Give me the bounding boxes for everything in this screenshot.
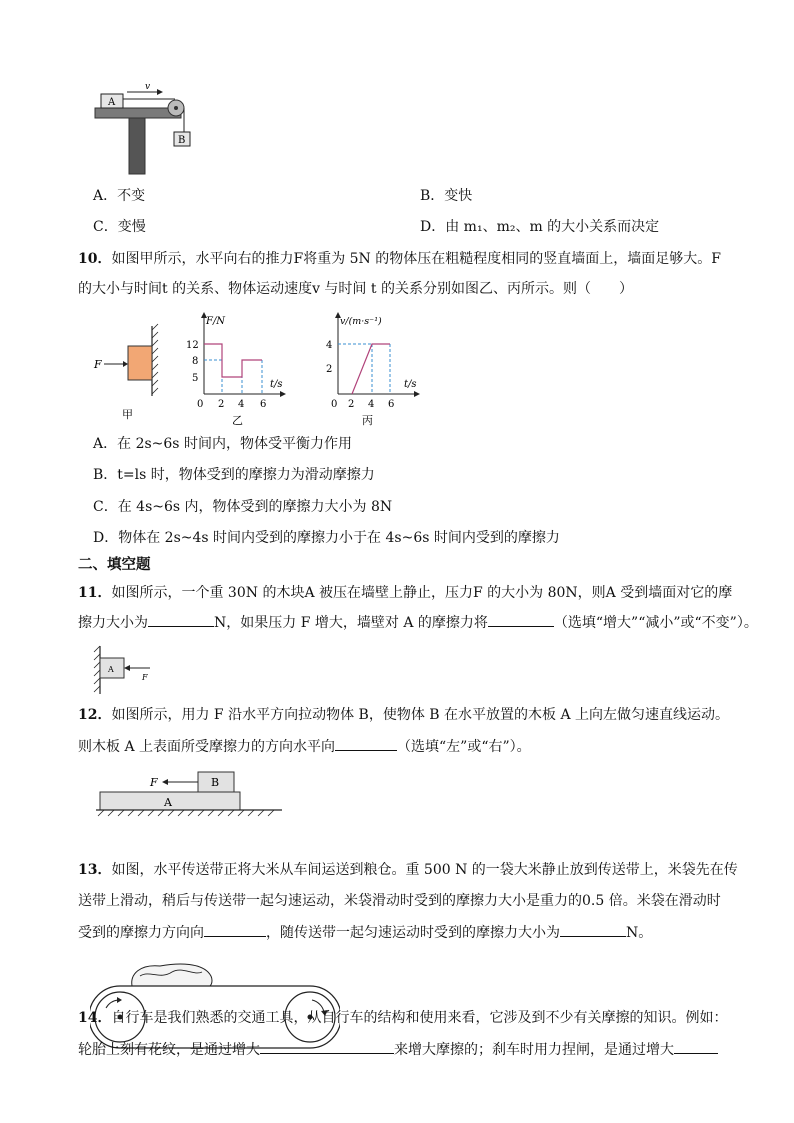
x-axis-label: t/s xyxy=(270,379,283,390)
option-letter: A． xyxy=(93,188,118,204)
answer-blank[interactable] xyxy=(488,612,554,627)
option-letter: C． xyxy=(93,219,118,235)
board-a-label: A xyxy=(164,796,172,809)
question-number: 10． xyxy=(78,251,112,267)
question-text: 则木板 A 上表面所受摩擦力的方向水平向 xyxy=(78,739,336,755)
question-text: 轮胎上刻有花纹，是通过增大 xyxy=(78,1042,260,1058)
option-text: 变快 xyxy=(444,188,473,204)
x-axis-arrow-icon xyxy=(414,391,420,397)
answer-blank[interactable] xyxy=(204,922,266,937)
question-text: 如图所示，一个重 30N 的木块A 被压在墙壁上静止，压力F 的大小为 80N，则A 受到墙面对它的摩 xyxy=(111,585,733,601)
question-text: ，随传送带一起匀速运动时受到的摩擦力大小为 xyxy=(266,925,560,941)
pulley-axle-icon xyxy=(174,106,178,110)
q10-figure-yi xyxy=(182,310,292,428)
question-number: 12． xyxy=(78,707,112,723)
force-arrowhead-icon xyxy=(123,361,128,367)
y-tick-label: 5 xyxy=(192,373,199,384)
option-letter: B． xyxy=(420,188,445,204)
answer-blank[interactable] xyxy=(335,736,397,751)
option-letter: A． xyxy=(93,436,118,452)
q10-option-c xyxy=(93,497,392,517)
q12-line-1 xyxy=(78,705,768,725)
force-label: F xyxy=(150,776,158,789)
question-text: 自行车是我们熟悉的交通工具，从自行车的结构和使用来看，它涉及到不少有关摩擦的知识。例如： xyxy=(111,1010,728,1026)
option-text: 由 m₁、m₂、m 的大小关系而决定 xyxy=(445,219,660,235)
x-tick-label: 6 xyxy=(260,399,267,410)
x-tick-label: 2 xyxy=(348,399,355,410)
velocity-label: v xyxy=(145,84,151,92)
x-tick-label: 0 xyxy=(331,399,338,410)
force-arrowhead-icon xyxy=(124,665,130,671)
guide-lines xyxy=(204,344,262,394)
option-text: t=ls 时，物体受到的摩擦力为滑动摩擦力 xyxy=(117,467,375,483)
force-label: F xyxy=(94,358,102,371)
ground-hatch xyxy=(98,810,274,816)
q12-figure xyxy=(96,768,286,820)
figure-caption: 甲 xyxy=(122,408,133,421)
option-text: 变慢 xyxy=(117,219,146,235)
figure-caption: 丙 xyxy=(362,414,373,427)
q10-line-2 xyxy=(78,279,768,299)
pressed-block xyxy=(128,346,152,380)
q9-option-c xyxy=(93,217,146,237)
y-tick-label: 12 xyxy=(186,340,199,351)
x-tick-label: 6 xyxy=(388,399,395,410)
question-text: 送带上滑动，稍后与传送带一起匀速运动，米袋滑动时受到的摩擦力大小是重力的0.5 倍。米袋在滑动时 xyxy=(78,893,721,909)
velocity-time-curve xyxy=(352,344,390,394)
q9-pulley-figure xyxy=(93,84,203,176)
force-time-curve xyxy=(204,344,262,377)
q11-figure xyxy=(92,644,162,696)
question-number: 13． xyxy=(78,862,112,878)
q10-option-b xyxy=(93,465,375,485)
q14-line-2 xyxy=(78,1039,768,1060)
question-text: （选填“左”或“右”）。 xyxy=(397,739,531,755)
answer-blank[interactable] xyxy=(148,612,214,627)
option-text: 在 2s~6s 时间内，物体受平衡力作用 xyxy=(117,436,352,452)
guide-lines xyxy=(338,344,390,394)
question-text: （选填“增大”“减小”或“不变”）。 xyxy=(553,615,758,631)
y-tick-label: 4 xyxy=(326,340,333,351)
question-text: N。 xyxy=(626,925,653,941)
x-axis-arrow-icon xyxy=(280,391,286,397)
question-text: 受到的摩擦力方向向 xyxy=(78,925,204,941)
y-tick-label: 2 xyxy=(326,364,333,375)
option-letter: B． xyxy=(93,467,118,483)
question-number: 11． xyxy=(78,585,112,601)
question-text: N，如果压力 F 增大，墙壁对 A 的摩擦力将 xyxy=(214,615,488,631)
force-label: F xyxy=(142,673,148,682)
q13-line-1 xyxy=(78,860,768,880)
q9-option-d xyxy=(420,217,659,237)
option-letter: D． xyxy=(93,530,119,546)
section-title: 二、填空题 xyxy=(78,556,151,573)
x-tick-label: 0 xyxy=(197,399,204,410)
block-a-label: A xyxy=(108,97,116,108)
q11-line-1 xyxy=(78,583,768,603)
y-axis-label: v/(m·s⁻¹) xyxy=(340,316,382,327)
block-a-label: A xyxy=(108,665,114,674)
q12-line-2 xyxy=(78,736,768,757)
q10-figure-bing xyxy=(316,310,431,428)
q13-conveyor-figure xyxy=(90,952,340,1052)
question-text: 如图，水平传送带正将大米从车间运送到粮仓。重 500 N 的一袋大米静止放到传送带上，米袋先在传 xyxy=(111,862,738,878)
q13-line-2 xyxy=(78,891,768,911)
figure-caption: 乙 xyxy=(232,414,243,427)
wall-hatch xyxy=(152,324,158,394)
option-letter: C． xyxy=(93,499,118,515)
q10-figure-jia xyxy=(90,322,170,422)
question-text: 擦力大小为 xyxy=(78,615,148,631)
q10-option-d xyxy=(93,528,560,548)
q10-option-a xyxy=(93,434,352,454)
question-text: 来增大摩擦的；刹车时用力捏闸，是通过增大 xyxy=(394,1042,674,1058)
option-text: 物体在 2s~4s 时间内受到的摩擦力小于在 4s~6s 时间内受到的摩擦力 xyxy=(118,530,560,546)
y-axis-label: F/N xyxy=(206,316,226,327)
q14-line-1 xyxy=(78,1008,768,1028)
force-arrowhead-icon xyxy=(162,779,168,785)
velocity-arrowhead-icon xyxy=(157,89,163,95)
x-axis-label: t/s xyxy=(404,379,417,390)
q11-line-2 xyxy=(78,612,768,633)
q13-line-3 xyxy=(78,922,768,943)
table-leg xyxy=(129,118,145,174)
answer-blank[interactable] xyxy=(674,1039,718,1054)
x-tick-label: 4 xyxy=(238,399,245,410)
block-b-label: B xyxy=(178,135,186,146)
q9-option-a xyxy=(93,186,145,206)
question-text: 如图甲所示，水平向右的推力F将重为 5N 的物体压在粗糙程度相同的竖直墙面上，墙面足够大。F xyxy=(111,251,721,267)
option-text: 不变 xyxy=(117,188,146,204)
question-text: 的大小与时间t 的关系、物体运动速度v 与时间 t 的关系分别如图乙、丙所示。则（ ） xyxy=(78,281,633,297)
x-tick-label: 2 xyxy=(218,399,225,410)
option-text: 在 4s~6s 内，物体受到的摩擦力大小为 8N xyxy=(117,499,393,515)
y-tick-label: 8 xyxy=(192,356,199,367)
x-tick-label: 4 xyxy=(368,399,375,410)
option-letter: D． xyxy=(420,219,446,235)
wall-hatch xyxy=(94,646,100,692)
answer-blank[interactable] xyxy=(560,922,626,937)
q10-line-1 xyxy=(78,249,768,269)
question-text: 如图所示，用力 F 沿水平方向拉动物体 B，使物体 B 在水平放置的木板 A 上向左做匀速直线运动。 xyxy=(111,707,730,723)
block-b-label: B xyxy=(211,776,220,789)
question-number: 14． xyxy=(78,1010,112,1026)
answer-blank[interactable] xyxy=(260,1039,394,1054)
q9-option-b xyxy=(420,186,472,206)
